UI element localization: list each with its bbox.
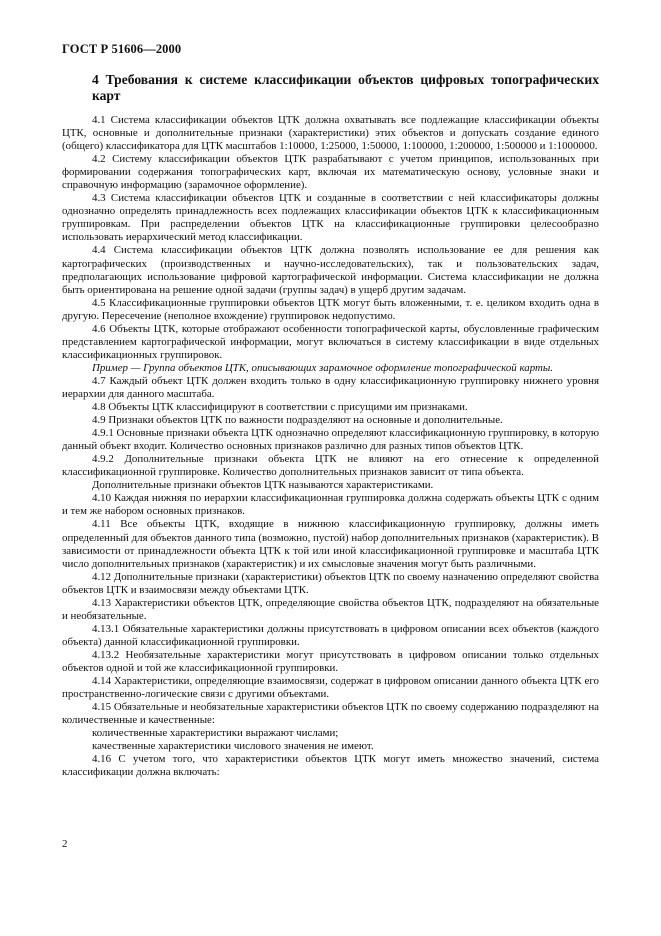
paragraph: 4.4 Система классификации объектов ЦТК должна позволять использование ее для решения как картографических (производственных и научно-исследовательских), так и пользовательских задач, предполагающих использование цифровой картографической информации. Система классификации не должна быть ориентирована на решение одной задачи (группы задач) в ущерб другим задачам. xyxy=(62,244,599,296)
paragraph: 4.16 С учетом того, что характеристики объектов ЦТК могут иметь множество значений, система классификации должна включать: xyxy=(62,753,599,779)
paragraph: Дополнительные признаки объектов ЦТК называются характеристиками. xyxy=(92,479,434,492)
paragraph: 4.10 Каждая нижняя по иерархии классификационная группировка должна содержать объекты ЦТК с одним и тем же набором основных признаков. xyxy=(62,492,599,518)
paragraph: 4.9.1 Основные признаки объекта ЦТК однозначно определяют классификационную группировку, в которую данный объект входит. Количество основных признаков различно для разных типов объектов ЦТК. xyxy=(62,427,599,453)
paragraph: 4.13 Характеристики объектов ЦТК, определяющие свойства объектов ЦТК, подразделяют на обязательные и необязательные. xyxy=(62,596,599,622)
paragraph: количественные характеристики выражают числами; xyxy=(92,727,339,740)
paragraph: 4.8 Объекты ЦТК классифицируют в соответствии с присущими им признаками. xyxy=(92,401,468,414)
section-title: 4 Требования к системе классификации объектов цифровых топографических карт xyxy=(92,72,599,103)
paragraph: 4.13.1 Обязательные характеристики должны присутствовать в цифровом описании всех объектов (каждого объекта) данной классификационной группировки. xyxy=(62,622,599,648)
paragraph: 4.13.2 Необязательные характеристики могут присутствовать в цифровом описании только отдельных объектов одной и той же классификационной группировки. xyxy=(62,648,599,674)
paragraph: качественные характеристики числового значения не имеют. xyxy=(92,740,374,753)
paragraph: 4.14 Характеристики, определяющие взаимосвязи, содержат в цифровом описании данного объекта ЦТК его пространственно-логические связи с другими объектами. xyxy=(62,675,599,701)
paragraph: 4.15 Обязательные и необязательные характеристики объектов ЦТК по своему содержанию подразделяют на количественные и качественные: xyxy=(62,701,599,727)
paragraph: 4.1 Система классификации объектов ЦТК должна охватывать все подлежащие классификации объекты ЦТК, основные и дополнительные признаки (характеристики) этих объектов и допускать создание единого (общего) классификатора для ЦТК масштабов 1:10000, 1:25000, 1:50000, 1:100000, 1:200000, 1:500000 и 1:1000000. xyxy=(62,114,599,153)
paragraph: 4.5 Классификационные группировки объектов ЦТК могут быть вложенными, т. е. целиком входить одна в другую. Пересечение (неполное вхождение) группировок недопустимо. xyxy=(62,296,599,322)
paragraph: 4.2 Систему классификации объектов ЦТК разрабатывают с учетом принципов, использованных при формировании содержания топографических карт, включая их математическую основу, условные знаки и справочную информацию (зарамочное оформление). xyxy=(62,153,599,192)
paragraph: 4.12 Дополнительные признаки (характеристики) объектов ЦТК по своему назначению определяют свойства объектов ЦТК и взаимосвязи между объектами ЦТК. xyxy=(62,570,599,596)
page-number: 2 xyxy=(62,838,68,850)
standard-designation: ГОСТ Р 51606—2000 xyxy=(62,42,182,56)
example-paragraph: Пример — Группа объектов ЦТК, описывающих зарамочное оформление топографической карты. xyxy=(92,361,553,374)
paragraph: 4.6 Объекты ЦТК, которые отображают особенности топографической карты, обусловленные графическим представлением картографической информации, могут включаться в систему классификации в виде отдельных классификационных группировок. xyxy=(62,322,599,361)
body-text xyxy=(62,114,599,779)
paragraph: 4.11 Все объекты ЦТК, входящие в нижнюю классификационную группировку, должны иметь определенный для объектов данного типа (возможно, пустой) набор дополнительных признаков (характеристик). В зависимости от принадлежности объекта ЦТК к той или иной классификационной группировке и масштаба ЦТК число дополнительных признаков (характеристик) и их смысловые значения могут быть различными. xyxy=(62,518,599,570)
paragraph: 4.9.2 Дополнительные признаки объекта ЦТК не влияют на его отнесение к определенной классификационной группировке. Количество дополнительных признаков зависит от типа объекта. xyxy=(62,453,599,479)
paragraph: 4.3 Система классификации объектов ЦТК и созданные в соответствии с ней классификаторы должны однозначно определять принадлежность всех подлежащих классификации объектов ЦТК к классификационным группировкам. При распределении объектов ЦТК на классификационные группировки целесообразно использовать иерархический метод классификации. xyxy=(62,192,599,244)
paragraph: 4.9 Признаки объектов ЦТК по важности подразделяют на основные и дополнительные. xyxy=(92,414,503,427)
paragraph: 4.7 Каждый объект ЦТК должен входить только в одну классификационную группировку нижнего уровня иерархии для данного масштаба. xyxy=(62,374,599,400)
